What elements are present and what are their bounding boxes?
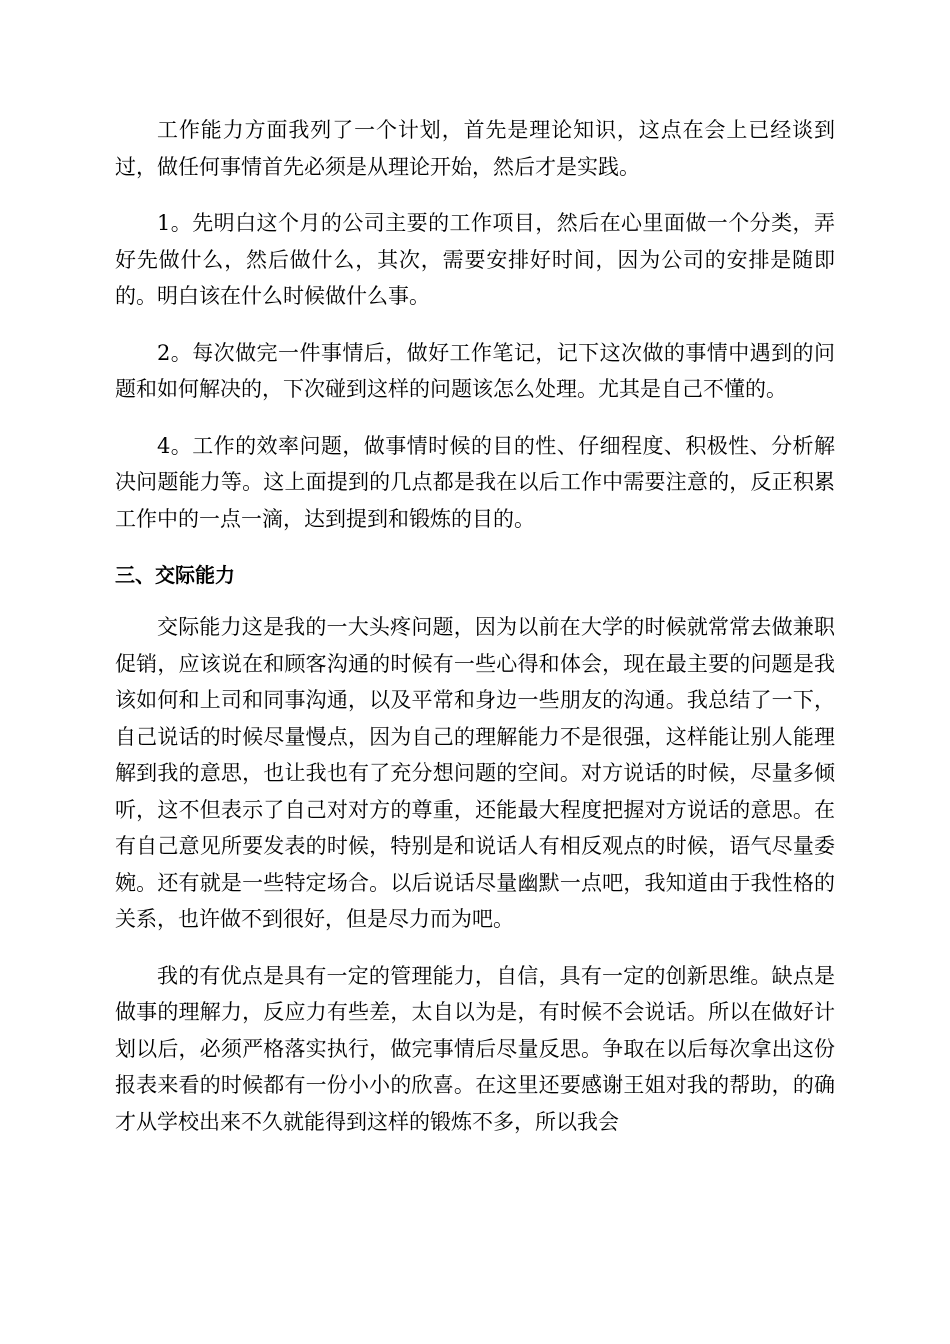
paragraph-item-4: 4。工作的效率问题，做事情时候的目的性、仔细程度、积极性、分析解决问题能力等。这上面提到的几点都是我在以后工作中需要注意的，反正积累工作中的一点一滴，达到提到和锻炼的目的。 [115,433,835,531]
paragraph-item-1: 1。先明白这个月的公司主要的工作项目，然后在心里面做一个分类，弄好先做什么，然后做什么，其次，需要安排好时间，因为公司的安排是随即的。明白该在什么时候做什么事。 [115,211,835,308]
paragraph-strengths-weaknesses: 我的有优点是具有一定的管理能力，自信，具有一定的创新思维。缺点是做事的理解力，反应力有些差，太自以为是，有时候不会说话。所以在做好计划以后，必须严格落实执行，做完事情后尽量反思。争取在以后每次拿出这份报表来看的时候都有一份小小的欣喜。在这里还要感谢王姐对我的帮助，的确才从学校出来不久就能得到这样的锻炼不多，所以我会 [115,963,835,1134]
paragraph-communication: 交际能力这是我的一大头疼问题，因为以前在大学的时候就常常去做兼职促销，应该说在和顾客沟通的时候有一些心得和体会，现在最主要的问题是我该如何和上司和同事沟通，以及平常和身边一些朋友的沟通。我总结了一下，自己说话的时候尽量慢点，因为自己的理解能力不是很强，这样能让别人能理解到我的意思，也让我也有了充分想问题的空间。对方说话的时候，尽量多倾听，这不但表示了自己对对方的尊重，还能最大程度把握对方说话的意思。在有自己意见所要发表的时候，特别是和说话人有相反观点的时候，语气尽量委婉。还有就是一些特定场合。以后说话尽量幽默一点吧，我知道由于我性格的关系，也许做不到很好，但是尽力而为吧。 [115,615,835,931]
paragraph-work-plan-intro: 工作能力方面我列了一个计划，首先是理论知识，这点在会上已经谈到过，做任何事情首先必须是从理论开始，然后才是实践。 [115,118,835,179]
document-body [115,112,835,1160]
paragraph-item-2: 2。每次做完一件事情后，做好工作笔记，记下这次做的事情中遇到的问题和如何解决的，下次碰到这样的问题该怎么处理。尤其是自己不懂的。 [115,340,835,401]
section-heading-communication: 三、交际能力 [115,563,235,587]
